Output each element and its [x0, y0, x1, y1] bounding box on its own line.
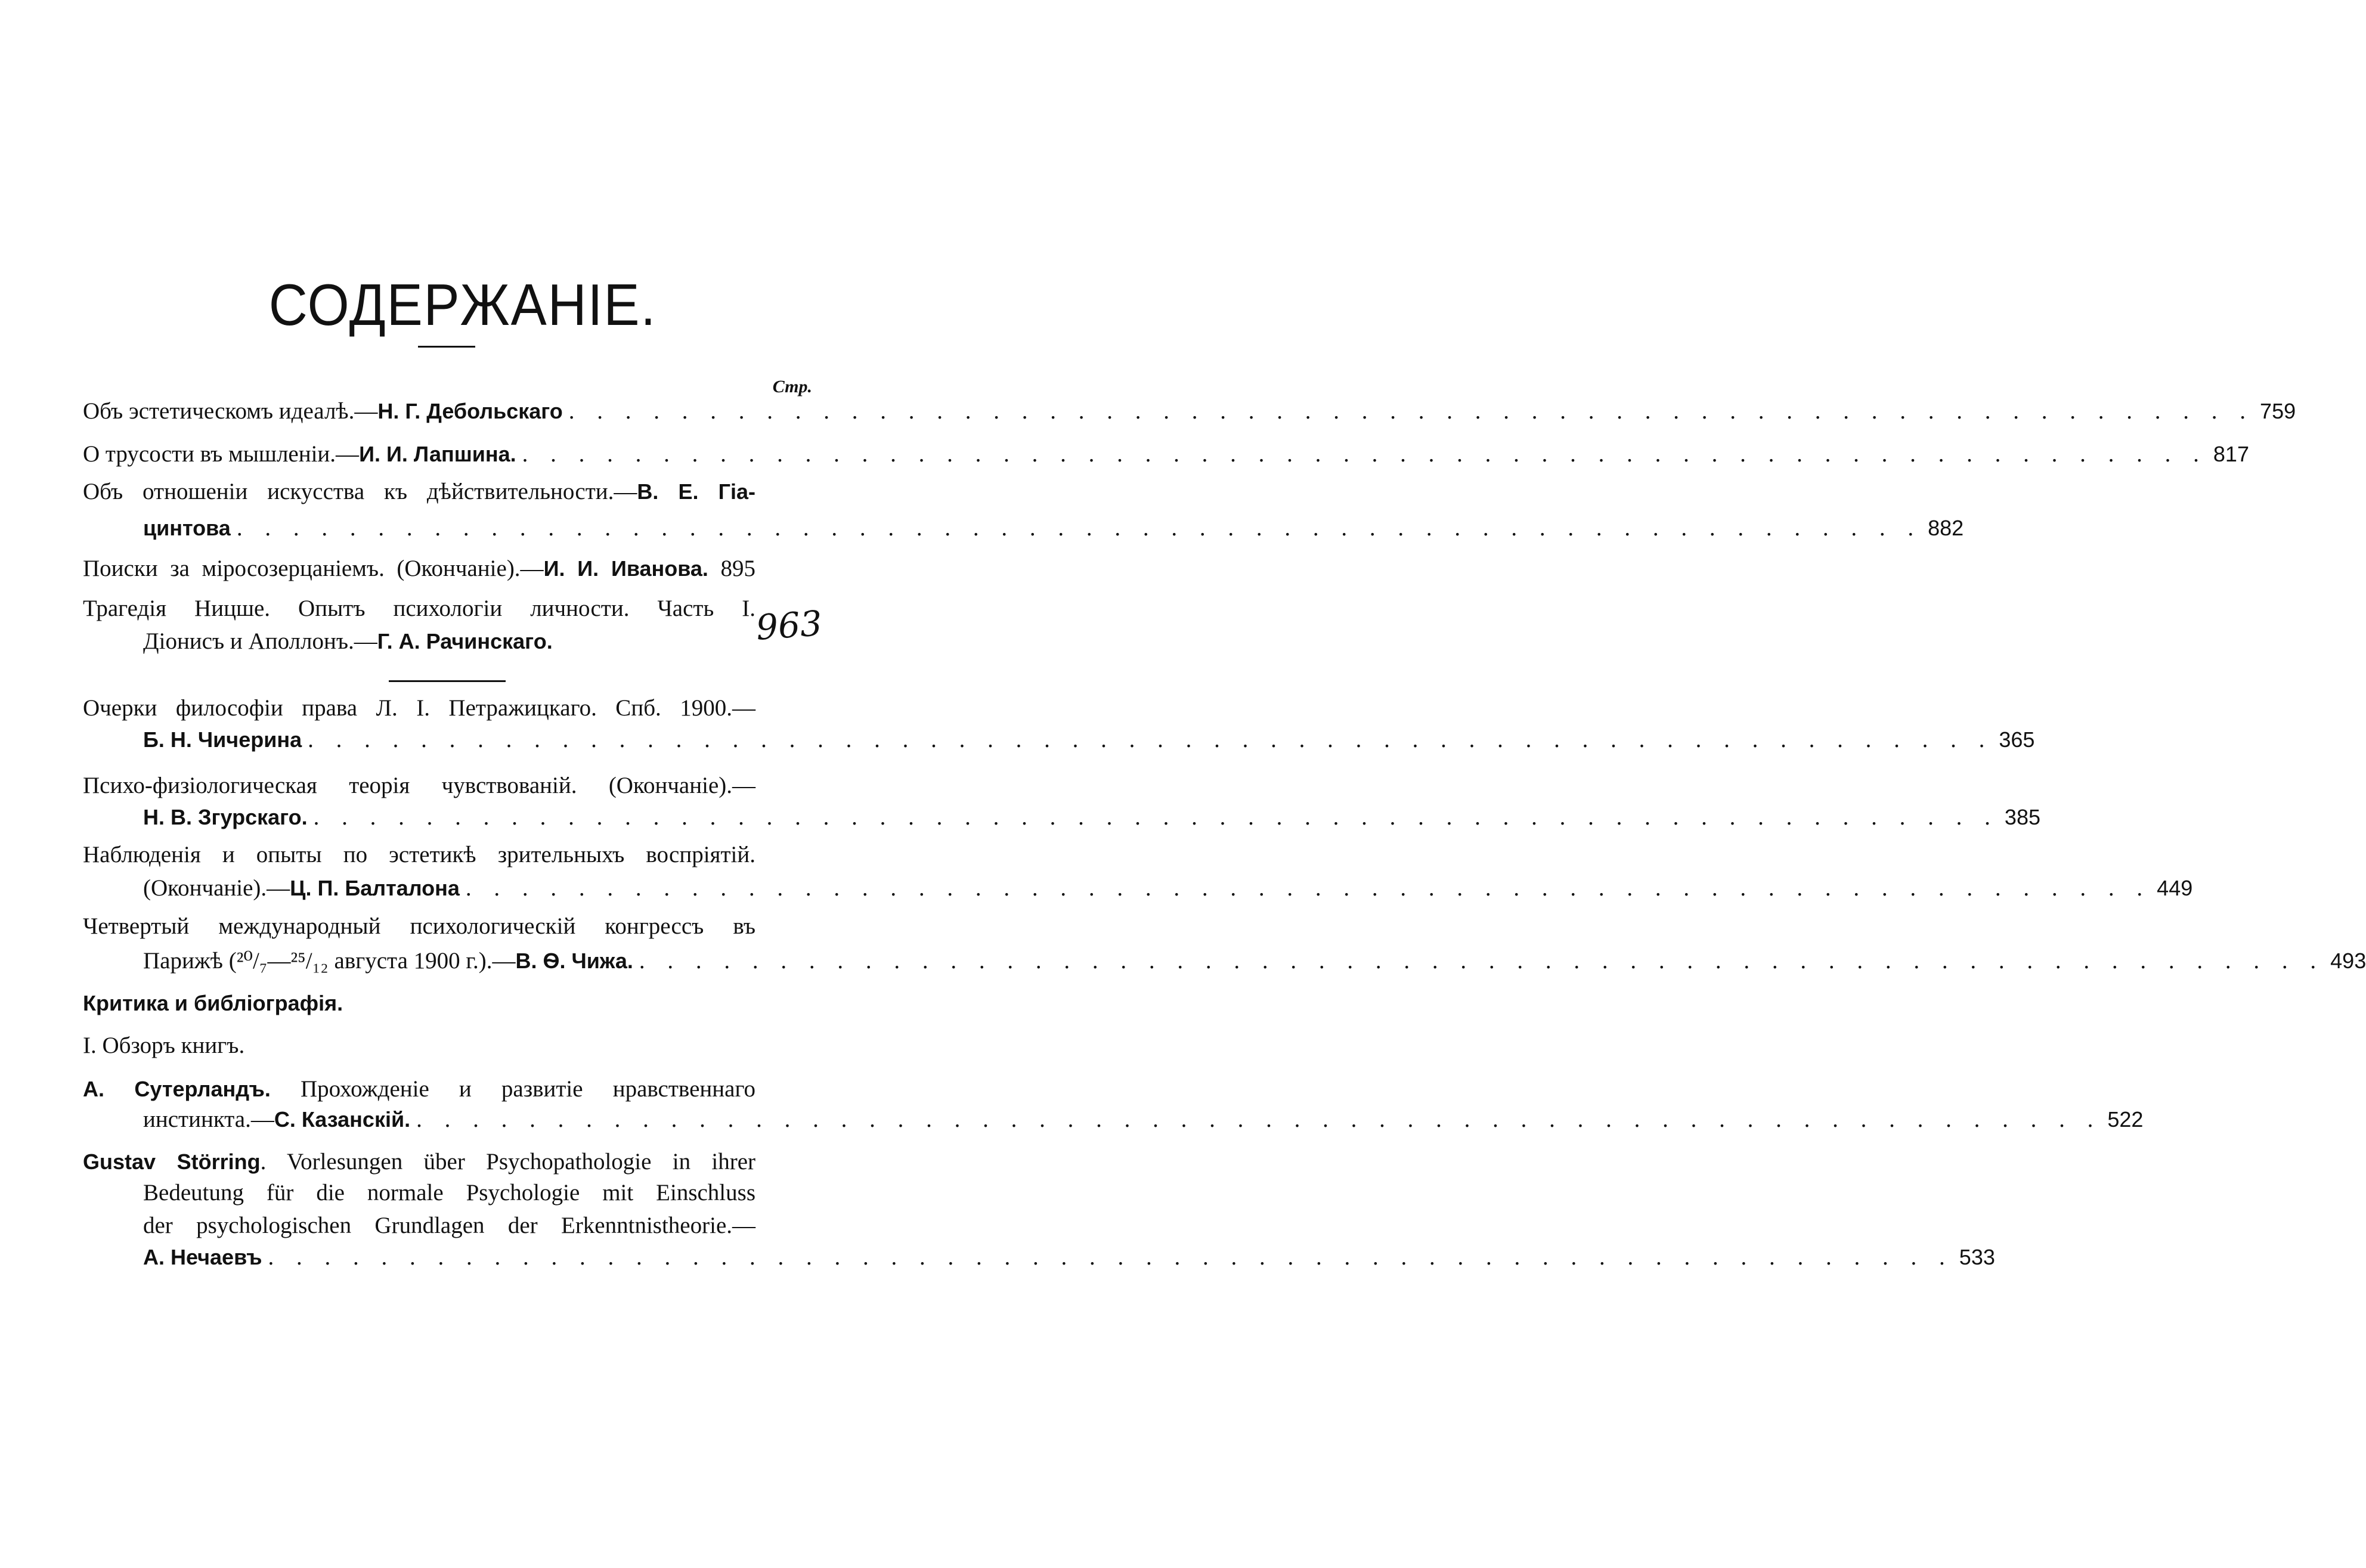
handwritten-page-note: 963 — [754, 603, 823, 648]
page-title: СОДЕРЖАНІЕ. — [268, 272, 657, 337]
toc-line — [83, 478, 755, 506]
entry-title: Поиски за міросозерцаніемъ. (Окончаніе).— — [83, 556, 544, 581]
entry-title: Bedeutung für die normale Psychologie mit Einschluss — [143, 1180, 755, 1206]
toc-entry-text — [83, 841, 755, 869]
toc-line — [83, 771, 755, 800]
dot-leader: . . . . . . . . . . . . . . . . . . . . . . . . . . . . . . . . . . . . . . . . . . . . . . . . . . . . . . . . . . . . — [268, 1244, 1953, 1270]
toc-entry-text — [83, 912, 755, 941]
toc-line — [143, 947, 2366, 975]
author-name: В. Е. Гіа- — [637, 479, 755, 504]
page-number: 817 — [2213, 442, 2249, 466]
dot-leader: . . . . . . . . . . . . . . . . . . . . . . . . . . . . . . . . . . . . . . . . . . . . . . . . . . . . . . . . . . . . — [568, 398, 2254, 424]
dot-leader: . . . . . . . . . . . . . . . . . . . . . . . . . . . . . . . . . . . . . . . . . . . . . . . . . . . . . . . . . . . . — [522, 441, 2207, 467]
toc-line — [83, 1031, 755, 1060]
dot-leader: . . . . . . . . . . . . . . . . . . . . . . . . . . . . . . . . . . . . . . . . . . . . . . . . . . . . . . . . . . . . — [308, 727, 1993, 752]
entry-title: Діонисъ и Аполлонъ.— — [143, 628, 377, 654]
toc-entry-text — [83, 1031, 244, 1060]
page-number: 533 — [1959, 1245, 1995, 1269]
toc-entry-text — [83, 694, 755, 723]
toc-entry-text — [83, 594, 755, 623]
author-name: А. Сутерландъ. — [83, 1077, 271, 1101]
toc-line — [83, 1148, 755, 1176]
entry-title: Прохожденіе и развитіе нравственнаго — [270, 1076, 755, 1102]
toc-entry-text — [143, 874, 460, 903]
toc-line — [143, 1179, 755, 1207]
toc-line — [143, 726, 2035, 754]
toc-entry-text — [143, 726, 302, 754]
entry-title: О трусости въ мышленіи.— — [83, 441, 360, 467]
toc-line — [83, 554, 755, 583]
author-name: И. И. Лапшина. — [359, 442, 516, 466]
author-name: А. Нечаевъ — [143, 1245, 262, 1269]
entry-title: (Окончаніе).— — [143, 875, 290, 901]
toc-line — [143, 1211, 755, 1240]
toc-line — [83, 440, 2249, 469]
toc-line — [143, 514, 1964, 543]
toc-line — [143, 803, 2040, 832]
author-name: И. И. Иванова. — [543, 556, 708, 581]
toc-entry-text — [83, 440, 516, 469]
author-name: С. Казанскій. — [274, 1107, 411, 1132]
toc-entry-text — [143, 1211, 755, 1240]
author-name: Ц. П. Балталона — [290, 876, 460, 900]
toc-line — [143, 627, 755, 656]
toc-line — [83, 397, 2296, 426]
entry-title: . Vorlesungen über Psychopathologie in ihrer — [260, 1149, 756, 1175]
dot-leader: . . . . . . . . . . . . . . . . . . . . . . . . . . . . . . . . . . . . . . . . . . . . . . . . . . . . . . . . . . . . — [639, 948, 2325, 974]
author-name: цинтова — [143, 516, 231, 540]
toc-line — [83, 694, 755, 723]
page-number: 385 — [2004, 805, 2040, 829]
entry-title: Психо-физіологическая теорія чувствованій. (Окончаніе).— — [83, 773, 755, 798]
author-name: Г. А. Рачинскаго. — [377, 629, 553, 653]
toc-line — [83, 912, 755, 941]
dot-leader: . . . . . . . . . . . . . . . . . . . . . . . . . . . . . . . . . . . . . . . . . . . . . . . . . . . . . . . . . . . . — [313, 804, 1999, 830]
toc-line — [83, 841, 755, 869]
entry-title: инстинкта.— — [143, 1107, 274, 1132]
author-name: Н. В. Згурскаго. — [143, 805, 308, 829]
toc-entry-text — [143, 803, 308, 832]
entry-title: I. Обзоръ книгъ. — [83, 1033, 245, 1058]
dot-leader: . . . . . . . . . . . . . . . . . . . . . . . . . . . . . . . . . . . . . . . . . . . . . . . . . . . . . . . . . . . . — [416, 1107, 2102, 1132]
entry-title: Трагедія Ницше. Опытъ психологіи личности. Часть I. — [83, 596, 755, 621]
toc-entry-text — [83, 771, 755, 800]
entry-title: 895 — [708, 556, 756, 581]
entry-title: Объ отношеніи искусства къ дѣйствительности.— — [83, 479, 637, 504]
toc-line — [83, 594, 755, 623]
page-number: 759 — [2260, 399, 2296, 423]
page-number: 493 — [2330, 949, 2366, 973]
toc-entry-text — [83, 397, 563, 426]
author-name: Критика и библіографія. — [83, 991, 343, 1015]
toc-entry-text — [143, 1179, 755, 1207]
toc-entry-text — [83, 554, 755, 583]
toc-entry-text — [83, 478, 755, 506]
author-name: В. Ѳ. Чижа. — [515, 949, 633, 973]
toc-line — [143, 1243, 1995, 1272]
toc-entry-text — [143, 1105, 410, 1134]
entry-title: Очерки философіи права Л. I. Петражицкаго. Спб. 1900.— — [83, 695, 755, 721]
toc-entry-text — [83, 989, 343, 1018]
section-divider — [389, 680, 506, 682]
toc-entry-text — [143, 947, 633, 975]
page-column-header: Стр. — [772, 377, 812, 396]
toc-entry-text — [83, 1148, 755, 1176]
toc-line — [143, 874, 2193, 903]
toc-line — [83, 1075, 755, 1104]
title-divider — [418, 346, 475, 348]
toc-line — [83, 989, 755, 1018]
author-name: Б. Н. Чичерина — [143, 727, 302, 752]
entry-title: Парижѣ (²⁰/₇—²⁵/₁₂ августа 1900 г.).— — [143, 948, 516, 974]
toc-line — [143, 1105, 2144, 1134]
entry-title: Четвертый международный психологическій конгрессъ въ — [83, 913, 755, 939]
toc-entry-text — [143, 1243, 262, 1272]
author-name: Gustav Störring — [83, 1149, 261, 1174]
page-number: 449 — [2157, 876, 2193, 900]
page-number: 522 — [2107, 1107, 2144, 1132]
page-number: 365 — [1999, 727, 2035, 752]
author-name: Н. Г. Дебольскаго — [377, 399, 563, 423]
page-number: 882 — [1928, 516, 1964, 540]
dot-leader: . . . . . . . . . . . . . . . . . . . . . . . . . . . . . . . . . . . . . . . . . . . . . . . . . . . . . . . . . . . . — [236, 515, 1922, 541]
entry-title: Объ эстетическомъ идеалѣ.— — [83, 398, 378, 424]
toc-entry-text — [143, 627, 553, 656]
entry-title: der psychologischen Grundlagen der Erkenntnistheorie.— — [143, 1213, 755, 1238]
toc-entry-text — [143, 514, 231, 543]
dot-leader: . . . . . . . . . . . . . . . . . . . . . . . . . . . . . . . . . . . . . . . . . . . . . . . . . . . . . . . . . . . . — [465, 875, 2151, 901]
toc-entry-text — [83, 1075, 755, 1104]
entry-title: Наблюденія и опыты по эстетикѣ зрительныхъ воспріятій. — [83, 842, 755, 867]
